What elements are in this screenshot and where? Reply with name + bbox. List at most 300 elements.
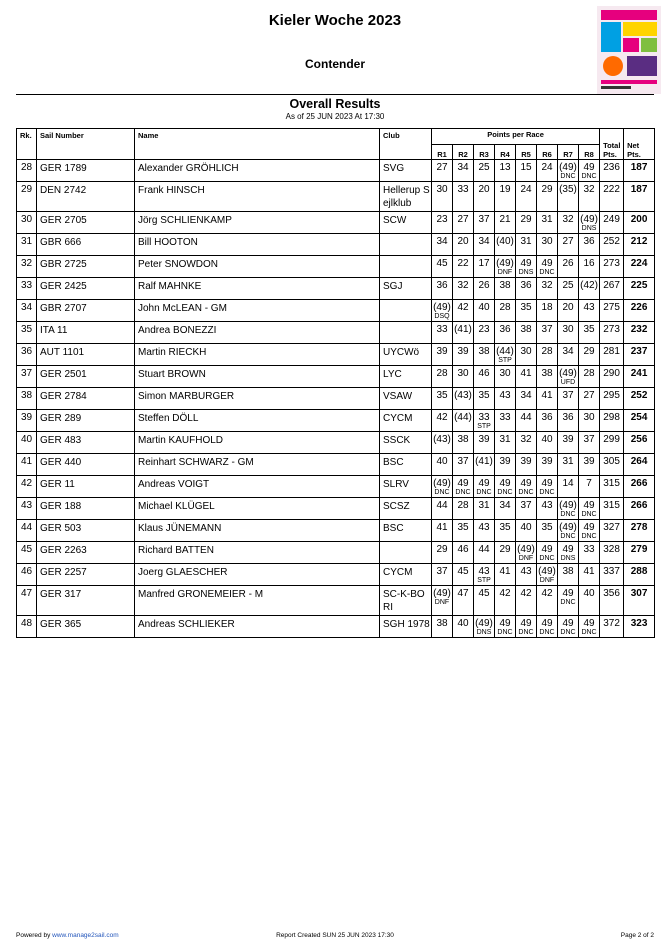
- race-score-cell: [495, 256, 516, 278]
- race-points: 39: [436, 346, 448, 357]
- race-score-cell: [495, 300, 516, 322]
- race-score-cell: [558, 182, 579, 212]
- penalty-code: DNC: [497, 489, 513, 496]
- sail-number-cell: GER 188: [37, 498, 135, 520]
- race-score-cell: [432, 454, 453, 476]
- race-score-cell: [453, 586, 474, 616]
- race-points: 46: [478, 368, 490, 379]
- race-points: (43): [454, 390, 472, 401]
- race-points: 37: [520, 500, 532, 511]
- race-score-cell: [537, 476, 558, 498]
- race-points: (41): [454, 324, 472, 335]
- race-points: 39: [562, 434, 574, 445]
- sailor-name-cell: Reinhart SCHWARZ - GM: [135, 454, 380, 476]
- table-row: [17, 476, 655, 498]
- race-score-cell: [432, 322, 453, 344]
- club-cell: SLRV: [380, 476, 432, 498]
- race-points: 30: [583, 412, 595, 423]
- col-header-race-1: R1: [432, 145, 453, 160]
- race-score-cell: [516, 432, 537, 454]
- race-score-cell: [453, 432, 474, 454]
- penalty-code: STP: [477, 577, 491, 584]
- race-score-cell: [474, 564, 495, 586]
- race-points: 20: [562, 302, 574, 313]
- race-points: 43: [520, 566, 532, 577]
- sail-number-cell: GER 503: [37, 520, 135, 542]
- race-points: 45: [436, 258, 448, 269]
- race-points: 29: [499, 544, 511, 555]
- race-score-cell: [453, 300, 474, 322]
- race-score-cell: [516, 344, 537, 366]
- rank-cell: 28: [17, 160, 37, 182]
- penalty-code: DNS: [581, 225, 597, 232]
- penalty-code: DNC: [560, 173, 576, 180]
- race-score-cell: [432, 542, 453, 564]
- race-score-cell: [558, 278, 579, 300]
- net-points-cell: 288: [624, 564, 655, 586]
- rank-cell: 45: [17, 542, 37, 564]
- race-points: 25: [478, 162, 490, 173]
- net-points-cell: 187: [624, 182, 655, 212]
- race-points: 49: [520, 478, 532, 489]
- penalty-code: DNS: [518, 269, 534, 276]
- club-cell: VSAW: [380, 388, 432, 410]
- race-points: 31: [541, 214, 553, 225]
- table-row: [17, 388, 655, 410]
- table-row: [17, 498, 655, 520]
- net-points-cell: 266: [624, 476, 655, 498]
- race-points: (49): [559, 162, 577, 173]
- race-points: 30: [457, 368, 469, 379]
- rank-cell: 43: [17, 498, 37, 520]
- race-score-cell: [579, 520, 600, 542]
- race-score-cell: [579, 234, 600, 256]
- club-cell: CYCM: [380, 410, 432, 432]
- total-points-cell: 273: [600, 256, 624, 278]
- table-row: [17, 278, 655, 300]
- race-score-cell: [495, 160, 516, 182]
- table-row: [17, 160, 655, 182]
- race-score-cell: [495, 344, 516, 366]
- race-score-cell: [432, 388, 453, 410]
- race-points: 49: [562, 544, 574, 555]
- race-points: 33: [478, 412, 490, 423]
- race-score-cell: [432, 234, 453, 256]
- total-points-cell: 327: [600, 520, 624, 542]
- race-score-cell: [579, 586, 600, 616]
- race-points: 40: [457, 618, 469, 629]
- race-score-cell: [453, 212, 474, 234]
- race-score-cell: [474, 234, 495, 256]
- race-points: 37: [436, 566, 448, 577]
- race-points: 40: [478, 302, 490, 313]
- rank-cell: 36: [17, 344, 37, 366]
- race-points: 43: [541, 500, 553, 511]
- col-header-race-8: R8: [579, 145, 600, 160]
- race-points: 38: [478, 346, 490, 357]
- club-cell: [380, 542, 432, 564]
- race-points: 35: [436, 390, 448, 401]
- race-score-cell: [453, 366, 474, 388]
- rank-cell: 40: [17, 432, 37, 454]
- race-score-cell: [537, 256, 558, 278]
- race-points: 36: [520, 280, 532, 291]
- col-header-sail-number: Sail Number: [37, 129, 135, 160]
- race-score-cell: [558, 212, 579, 234]
- race-score-cell: [579, 256, 600, 278]
- race-points: 33: [499, 412, 511, 423]
- race-points: 31: [520, 236, 532, 247]
- sail-number-cell: GBR 2725: [37, 256, 135, 278]
- sail-number-cell: GER 1789: [37, 160, 135, 182]
- race-score-cell: [558, 256, 579, 278]
- race-points: 27: [457, 214, 469, 225]
- race-score-cell: [474, 388, 495, 410]
- race-points: 23: [478, 324, 490, 335]
- race-points: 49: [541, 258, 553, 269]
- sailor-name-cell: Alexander GRÖHLICH: [135, 160, 380, 182]
- race-points: 43: [583, 302, 595, 313]
- race-points: 26: [562, 258, 574, 269]
- race-points: 44: [478, 544, 490, 555]
- net-points-cell: 323: [624, 616, 655, 638]
- penalty-code: DNC: [581, 629, 597, 636]
- total-points-cell: 315: [600, 476, 624, 498]
- sail-number-cell: GBR 666: [37, 234, 135, 256]
- net-points-cell: 307: [624, 586, 655, 616]
- net-points-cell: 266: [624, 498, 655, 520]
- race-score-cell: [453, 520, 474, 542]
- race-score-cell: [474, 344, 495, 366]
- table-row: [17, 564, 655, 586]
- sail-number-cell: GER 2705: [37, 212, 135, 234]
- rank-cell: 37: [17, 366, 37, 388]
- penalty-code: DNF: [539, 577, 555, 584]
- race-points: 30: [562, 324, 574, 335]
- race-score-cell: [579, 182, 600, 212]
- race-score-cell: [558, 498, 579, 520]
- race-points: 27: [583, 390, 595, 401]
- club-cell: [380, 256, 432, 278]
- race-points: 34: [562, 346, 574, 357]
- net-points-cell: 279: [624, 542, 655, 564]
- event-title: Kieler Woche 2023: [268, 12, 402, 29]
- sail-number-cell: GBR 2707: [37, 300, 135, 322]
- race-points: 27: [562, 236, 574, 247]
- race-score-cell: [495, 410, 516, 432]
- race-score-cell: [516, 182, 537, 212]
- race-points: 36: [541, 412, 553, 423]
- race-score-cell: [474, 432, 495, 454]
- net-points-cell: 232: [624, 322, 655, 344]
- sail-number-cell: GER 2257: [37, 564, 135, 586]
- race-score-cell: [432, 476, 453, 498]
- race-score-cell: [537, 432, 558, 454]
- sailor-name-cell: Klaus JÜNEMANN: [135, 520, 380, 542]
- club-cell: SGH 1978: [380, 616, 432, 638]
- race-score-cell: [516, 234, 537, 256]
- race-points: 37: [541, 324, 553, 335]
- club-cell: BSC: [380, 520, 432, 542]
- sailor-name-cell: Manfred GRONEMEIER - M: [135, 586, 380, 616]
- penalty-code: DNF: [497, 269, 513, 276]
- penalty-code: DNC: [560, 629, 576, 636]
- race-points: 32: [541, 280, 553, 291]
- race-score-cell: [579, 542, 600, 564]
- race-score-cell: [558, 454, 579, 476]
- race-score-cell: [495, 564, 516, 586]
- total-points-cell: 337: [600, 564, 624, 586]
- manage2sail-link[interactable]: www.manage2sail.com: [52, 932, 119, 939]
- race-points: 40: [520, 522, 532, 533]
- race-points: 34: [478, 236, 490, 247]
- race-points: 30: [520, 346, 532, 357]
- race-score-cell: [495, 542, 516, 564]
- race-score-cell: [432, 300, 453, 322]
- penalty-code: DNC: [539, 555, 555, 562]
- race-points: 28: [499, 302, 511, 313]
- race-score-cell: [474, 498, 495, 520]
- table-row: [17, 616, 655, 638]
- race-score-cell: [537, 498, 558, 520]
- race-score-cell: [558, 410, 579, 432]
- race-points: (35): [559, 184, 577, 195]
- table-row: [17, 366, 655, 388]
- race-score-cell: [453, 182, 474, 212]
- race-score-cell: [432, 160, 453, 182]
- club-cell: SC-K-BORI: [380, 586, 432, 616]
- race-points: 31: [499, 434, 511, 445]
- sailor-name-cell: Andrea BONEZZI: [135, 322, 380, 344]
- race-points: 41: [520, 368, 532, 379]
- col-header-net: Net Pts.: [624, 129, 655, 160]
- race-points: 49: [520, 618, 532, 629]
- race-points: (49): [517, 544, 535, 555]
- race-points: (49): [559, 522, 577, 533]
- race-points: 49: [583, 500, 595, 511]
- club-cell: LYC: [380, 366, 432, 388]
- table-row: [17, 344, 655, 366]
- race-points: (42): [580, 280, 598, 291]
- race-points: 29: [520, 214, 532, 225]
- penalty-code: DNC: [581, 173, 597, 180]
- race-points: 49: [583, 162, 595, 173]
- race-score-cell: [579, 212, 600, 234]
- club-cell: UYCWö: [380, 344, 432, 366]
- rank-cell: 29: [17, 182, 37, 212]
- club-cell: CYCM: [380, 564, 432, 586]
- race-score-cell: [558, 366, 579, 388]
- race-points: 40: [583, 588, 595, 599]
- race-score-cell: [516, 388, 537, 410]
- col-header-total: Total Pts.: [600, 129, 624, 160]
- penalty-code: DNC: [539, 489, 555, 496]
- race-score-cell: [516, 256, 537, 278]
- race-points: 20: [457, 236, 469, 247]
- race-score-cell: [495, 432, 516, 454]
- penalty-code: DNC: [560, 599, 576, 606]
- race-score-cell: [495, 586, 516, 616]
- race-score-cell: [453, 344, 474, 366]
- total-points-cell: 305: [600, 454, 624, 476]
- race-score-cell: [537, 366, 558, 388]
- sail-number-cell: GER 483: [37, 432, 135, 454]
- race-points: 30: [541, 236, 553, 247]
- sail-number-cell: GER 2784: [37, 388, 135, 410]
- table-row: [17, 586, 655, 616]
- penalty-code: DNC: [455, 489, 471, 496]
- race-score-cell: [432, 182, 453, 212]
- race-points: 33: [436, 324, 448, 335]
- race-score-cell: [558, 322, 579, 344]
- race-points: 29: [436, 544, 448, 555]
- race-score-cell: [432, 256, 453, 278]
- race-points: 49: [541, 478, 553, 489]
- race-score-cell: [537, 344, 558, 366]
- net-points-cell: 264: [624, 454, 655, 476]
- net-points-cell: 237: [624, 344, 655, 366]
- net-points-cell: 212: [624, 234, 655, 256]
- race-points: 21: [499, 214, 511, 225]
- race-score-cell: [579, 322, 600, 344]
- sailor-name-cell: Richard BATTEN: [135, 542, 380, 564]
- race-points: 15: [520, 162, 532, 173]
- race-points: 29: [583, 346, 595, 357]
- race-score-cell: [537, 616, 558, 638]
- sailor-name-cell: Andreas VOIGT: [135, 476, 380, 498]
- table-row: [17, 542, 655, 564]
- race-score-cell: [432, 586, 453, 616]
- club-cell: [380, 234, 432, 256]
- race-score-cell: [579, 388, 600, 410]
- race-score-cell: [495, 322, 516, 344]
- race-score-cell: [453, 476, 474, 498]
- penalty-code: DNC: [539, 269, 555, 276]
- race-points: 33: [583, 544, 595, 555]
- col-header-race-3: R3: [474, 145, 495, 160]
- race-points: 42: [457, 302, 469, 313]
- table-row: [17, 234, 655, 256]
- race-points: 42: [520, 588, 532, 599]
- penalty-code: DSQ: [434, 313, 450, 320]
- penalty-code: DNS: [476, 629, 492, 636]
- race-score-cell: [495, 520, 516, 542]
- race-score-cell: [558, 300, 579, 322]
- race-points: 41: [436, 522, 448, 533]
- race-points: 37: [583, 434, 595, 445]
- race-score-cell: [474, 278, 495, 300]
- race-score-cell: [579, 300, 600, 322]
- race-points: 43: [499, 390, 511, 401]
- race-score-cell: [516, 160, 537, 182]
- sailor-name-cell: Michael KLÜGEL: [135, 498, 380, 520]
- race-score-cell: [516, 564, 537, 586]
- penalty-code: DNC: [560, 511, 576, 518]
- rank-cell: 47: [17, 586, 37, 616]
- penalty-code: DNC: [518, 489, 534, 496]
- race-score-cell: [516, 616, 537, 638]
- race-score-cell: [516, 454, 537, 476]
- race-score-cell: [558, 160, 579, 182]
- race-points: 39: [478, 434, 490, 445]
- total-points-cell: 275: [600, 300, 624, 322]
- footer-page-number: Page 2 of 2: [620, 932, 654, 939]
- race-points: 43: [478, 522, 490, 533]
- race-points: 44: [520, 412, 532, 423]
- race-points: 39: [499, 456, 511, 467]
- race-score-cell: [579, 344, 600, 366]
- col-header-name: Name: [135, 129, 380, 160]
- race-points: 20: [478, 184, 490, 195]
- race-points: (49): [559, 368, 577, 379]
- net-points-cell: 278: [624, 520, 655, 542]
- race-points: 45: [478, 588, 490, 599]
- race-points: 31: [478, 500, 490, 511]
- race-score-cell: [579, 278, 600, 300]
- race-points: 38: [520, 324, 532, 335]
- race-score-cell: [432, 564, 453, 586]
- penalty-code: DNF: [434, 599, 450, 606]
- total-points-cell: 222: [600, 182, 624, 212]
- col-header-points-per-race: Points per Race: [432, 129, 600, 145]
- club-cell: SVG: [380, 160, 432, 182]
- race-score-cell: [558, 344, 579, 366]
- penalty-code: STP: [498, 357, 512, 364]
- race-score-cell: [495, 388, 516, 410]
- race-points: 34: [520, 390, 532, 401]
- race-points: 34: [436, 236, 448, 247]
- sail-number-cell: GER 11: [37, 476, 135, 498]
- race-points: 37: [457, 456, 469, 467]
- race-score-cell: [495, 476, 516, 498]
- race-score-cell: [432, 410, 453, 432]
- race-points: (49): [433, 588, 451, 599]
- net-points-cell: 252: [624, 388, 655, 410]
- race-points: 37: [562, 390, 574, 401]
- rank-cell: 48: [17, 616, 37, 638]
- club-cell: [380, 300, 432, 322]
- net-points-cell: 226: [624, 300, 655, 322]
- race-points: (44): [496, 346, 514, 357]
- race-points: 33: [457, 184, 469, 195]
- table-row: [17, 212, 655, 234]
- race-points: 23: [436, 214, 448, 225]
- sailor-name-cell: Bill HOOTON: [135, 234, 380, 256]
- race-points: 49: [457, 478, 469, 489]
- race-score-cell: [432, 616, 453, 638]
- table-row: [17, 300, 655, 322]
- total-points-cell: 295: [600, 388, 624, 410]
- race-score-cell: [495, 454, 516, 476]
- race-points: 29: [541, 184, 553, 195]
- race-points: 38: [499, 280, 511, 291]
- class-name: Contender: [305, 57, 365, 71]
- race-score-cell: [474, 322, 495, 344]
- race-score-cell: [516, 212, 537, 234]
- race-points: 7: [586, 478, 592, 489]
- net-points-cell: 241: [624, 366, 655, 388]
- race-points: 34: [499, 500, 511, 511]
- race-points: 35: [457, 522, 469, 533]
- race-score-cell: [432, 366, 453, 388]
- total-points-cell: 236: [600, 160, 624, 182]
- club-cell: Hellerup Sejlklub: [380, 182, 432, 212]
- net-points-cell: 256: [624, 432, 655, 454]
- race-score-cell: [474, 256, 495, 278]
- total-points-cell: 299: [600, 432, 624, 454]
- race-points: 42: [541, 588, 553, 599]
- rank-cell: 30: [17, 212, 37, 234]
